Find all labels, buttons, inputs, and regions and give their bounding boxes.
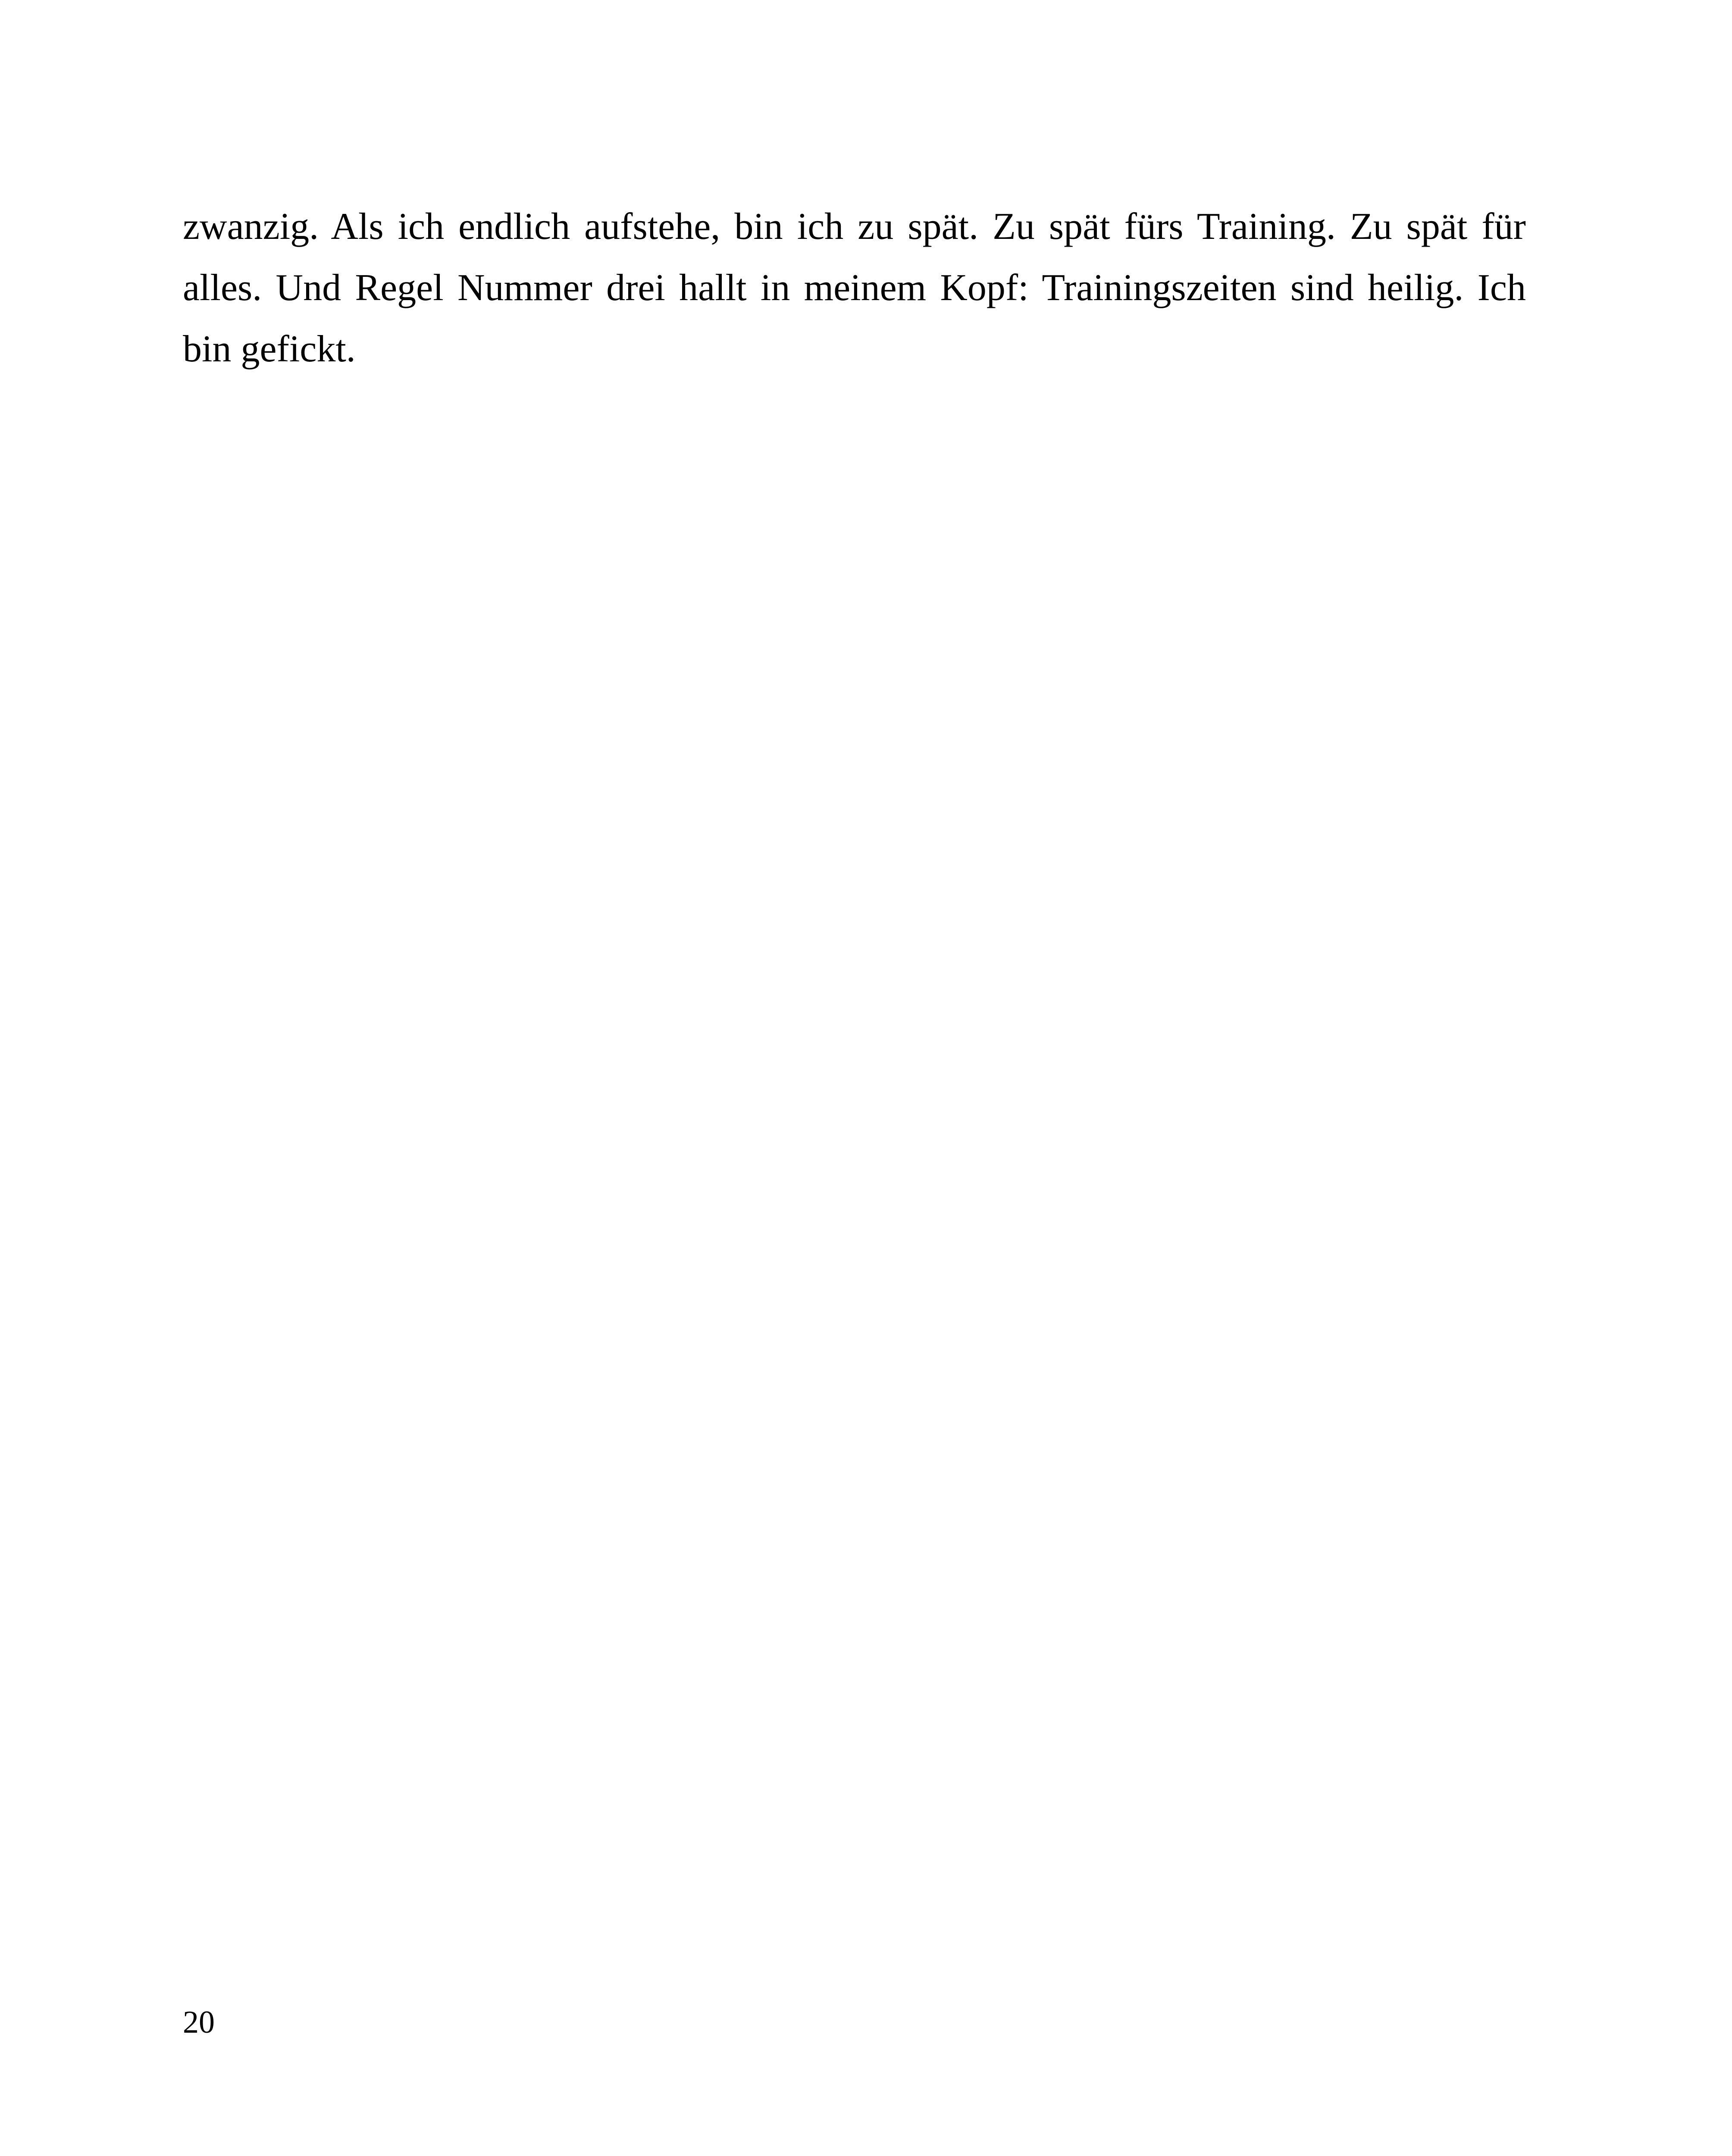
page-number: 20 [183, 2005, 215, 2040]
body-paragraph: zwanzig. Als ich endlich aufstehe, bin ich zu spät. Zu spät fürs Training. Zu spät für alles. Und Regel Nummer drei hallt in meinem Kopf: Trainingszeiten sind heilig. Ich bin gefickt. [183, 206, 1526, 370]
